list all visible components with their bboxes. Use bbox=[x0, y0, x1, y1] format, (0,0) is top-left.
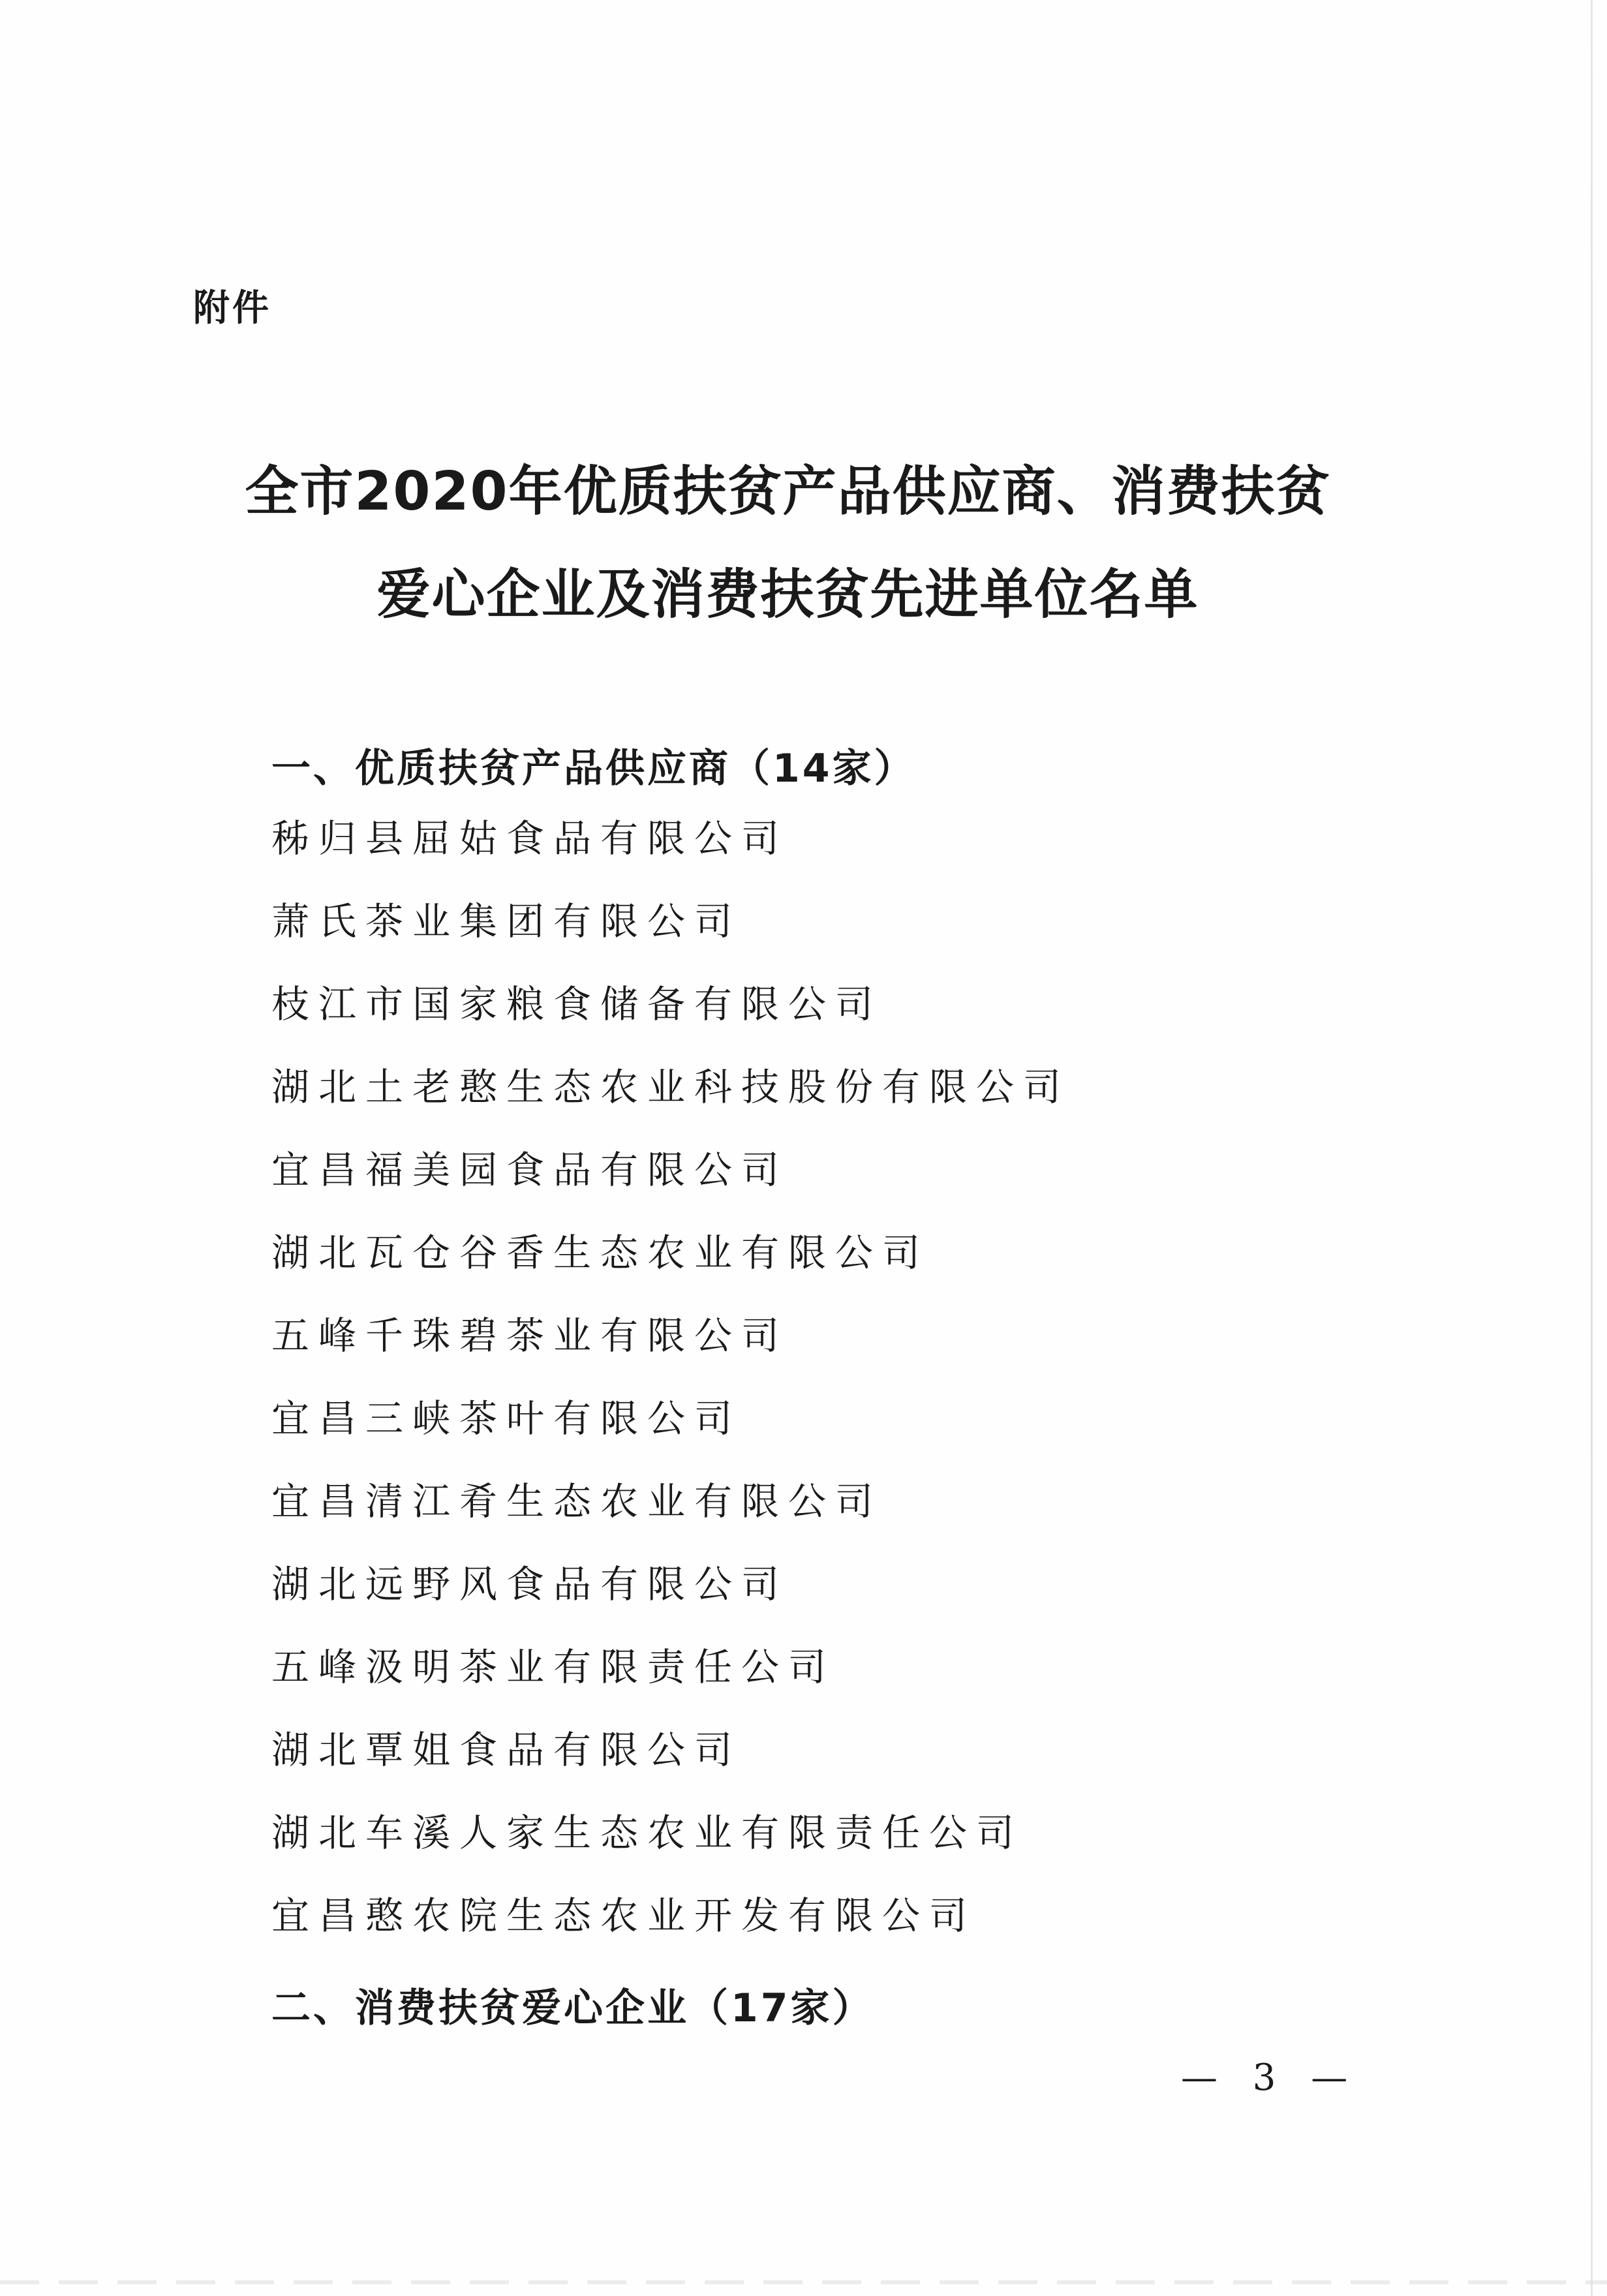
document-title-line-2: 爱心企业及消费扶贫先进单位名单 bbox=[376, 564, 1199, 626]
list-item: 宜昌憨农院生态农业开发有限公司 bbox=[271, 1893, 977, 1938]
scan-edge-line bbox=[1591, 0, 1593, 2296]
list-item: 宜昌福美园食品有限公司 bbox=[271, 1148, 789, 1192]
scan-bottom-line bbox=[0, 2280, 1607, 2284]
list-item: 五峰汲明茶业有限责任公司 bbox=[271, 1645, 836, 1689]
list-item: 湖北瓦仓谷香生态农业有限公司 bbox=[271, 1231, 930, 1275]
attachment-label: 附件 bbox=[193, 287, 271, 329]
page-number: — 3 — bbox=[1181, 2057, 1360, 2099]
list-item: 萧氏茶业集团有限公司 bbox=[271, 899, 742, 943]
list-item: 五峰千珠碧茶业有限公司 bbox=[271, 1313, 789, 1358]
document-title-line-1: 全市2020年优质扶贫产品供应商、消费扶贫 bbox=[245, 461, 1331, 523]
list-item: 湖北车溪人家生态农业有限责任公司 bbox=[271, 1811, 1024, 1855]
list-item: 湖北远野风食品有限公司 bbox=[271, 1562, 789, 1606]
list-item: 宜昌三峡茶叶有限公司 bbox=[271, 1396, 742, 1441]
list-item: 秭归县屈姑食品有限公司 bbox=[271, 816, 789, 861]
section-heading-suppliers: 一、优质扶贫产品供应商（14家） bbox=[271, 746, 916, 791]
list-item: 宜昌清江肴生态农业有限公司 bbox=[271, 1479, 883, 1523]
list-item: 湖北覃姐食品有限公司 bbox=[271, 1728, 742, 1772]
list-item: 枝江市国家粮食储备有限公司 bbox=[271, 982, 883, 1026]
list-item: 湖北土老憨生态农业科技股份有限公司 bbox=[271, 1065, 1071, 1109]
supplier-list bbox=[271, 816, 1070, 1976]
section-heading-caring-enterprises: 二、消费扶贫爱心企业（17家） bbox=[271, 1985, 874, 2031]
